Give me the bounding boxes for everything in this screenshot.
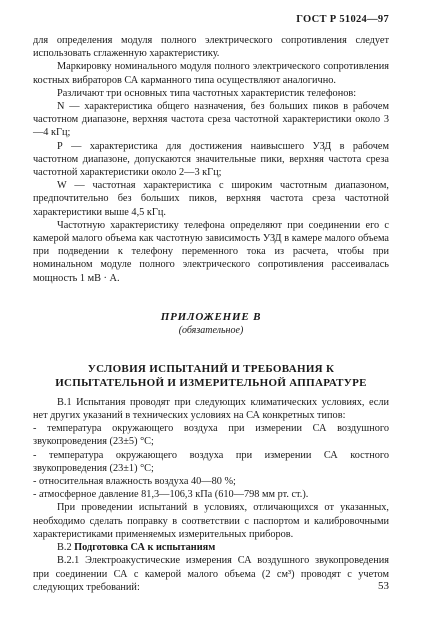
paragraph: При проведении испытаний в условиях, отличающихся от указанных, необходимо сделать поправку в соответствии с паспортом и калибровочными характеристиками применяемых измерительных приборов. bbox=[33, 502, 389, 540]
clause: В.1 Испытания проводят при следующих климатических условиях, если нет других указаний в технических условиях на СА конкретных типов: bbox=[33, 396, 389, 422]
document-body bbox=[33, 34, 389, 594]
appendix-subtitle: (обязательное) bbox=[178, 324, 244, 336]
condition-item: - температура окружающего воздуха при измерении СА воздушного звукопроведения (23±5) °С; bbox=[33, 423, 389, 448]
clause-title: Подготовка СА к испытаниям bbox=[74, 542, 216, 554]
condition-item: - атмосферное давление 81,3—106,3 кПа (610—798 мм рт. ст.). bbox=[33, 489, 309, 501]
clause-number: В.2 bbox=[57, 542, 72, 554]
page-number: 53 bbox=[378, 580, 389, 592]
paragraph: Частотную характеристику телефона определяют при соединении его с камерой малого объема как частотную зависимость УЗД в камере малого объема при подведении к телефону переменного тока из расчета, чтобы при номинальном модуле полного электрического сопротивления рассеивалась мощность 1 мВ · А. bbox=[33, 219, 389, 284]
paragraph: Различают три основных типа частотных характеристик телефонов: bbox=[57, 87, 357, 99]
paragraph: Маркировку номинального модуля полного электрического сопротивления костных вибраторов СА карманного типа осуществляют аналогично. bbox=[33, 61, 389, 86]
condition-item: - относительная влажность воздуха 40—80 %; bbox=[33, 476, 236, 488]
paragraph: W — частотная характеристика с широким частотным диапазоном, предпочтительно без больших пиков, верхняя частота среза частотной характеристики выше 4,5 кГц. bbox=[33, 180, 389, 218]
clause-heading bbox=[33, 541, 389, 554]
appendix-title: ПРИЛОЖЕНИЕ В bbox=[160, 310, 262, 323]
paragraph: N — характеристика общего назначения, без больших пиков в рабочем частотном диапазоне, верхняя частота среза частотной характеристики около 3—4 кГц; bbox=[33, 101, 389, 139]
section-title: УСЛОВИЯ ИСПЫТАНИЙ И ТРЕБОВАНИЯ К ИСПЫТАТЕЛЬНОЙ И ИЗМЕРИТЕЛЬНОЙ АППАРАТУРЕ bbox=[55, 362, 367, 389]
paragraph: Р — характеристика для достижения наивысшего УЗД в рабочем частотном диапазоне, допускаются значительные пики, верхняя частота среза частотной характеристики около 2—3 кГц; bbox=[33, 140, 389, 179]
document-header: ГОСТ Р 51024—97 bbox=[296, 14, 389, 25]
condition-item: - температура окружающего воздуха при измерении СА костного звукопроведения (23±1) °С; bbox=[33, 449, 389, 474]
paragraph: для определения модуля полного электрического сопротивления следует использовать сглаженную характеристику. bbox=[33, 35, 389, 60]
clause: В.2.1 Электроакустические измерения СА воздушного звукопроведения при соединении СА с камерой малого объема (2 см³) проводят с учетом следующих требований: bbox=[33, 555, 389, 593]
